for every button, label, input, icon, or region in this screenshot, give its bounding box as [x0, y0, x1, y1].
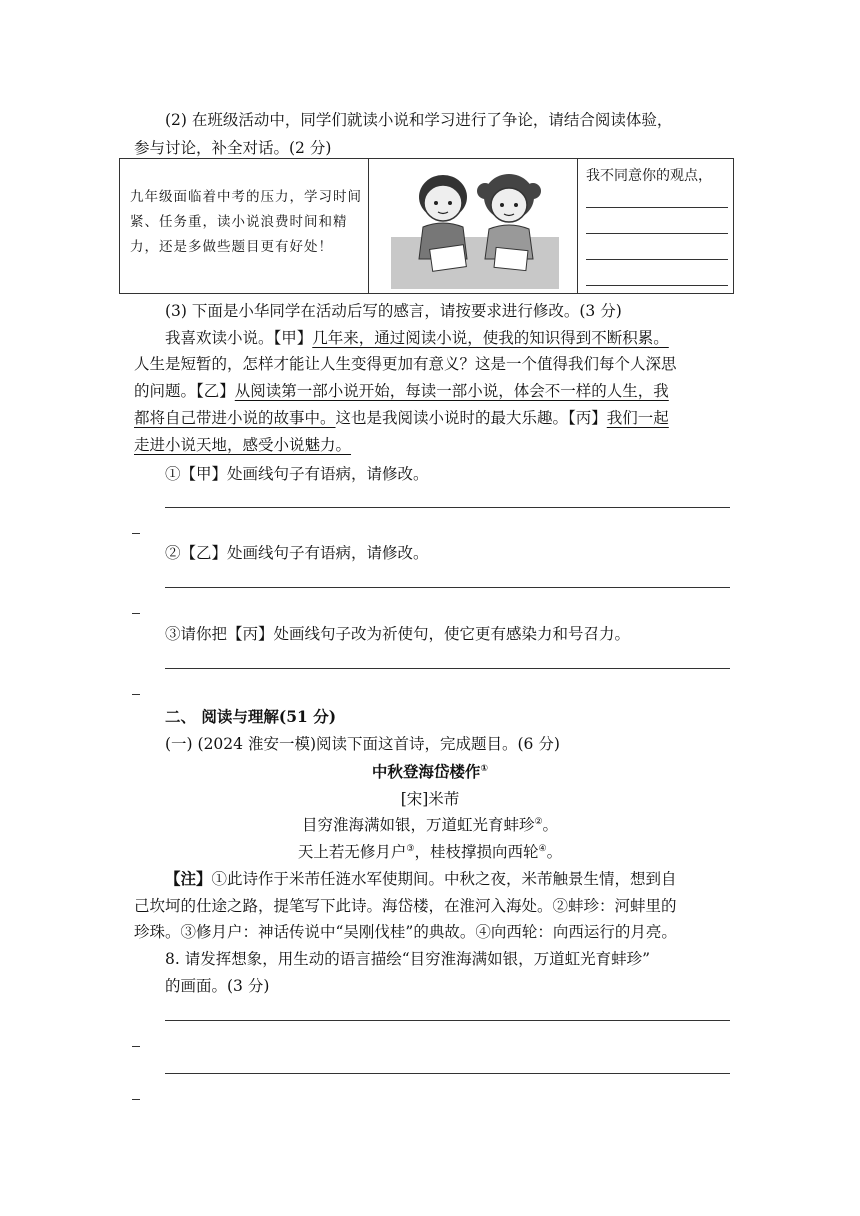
underlined-sentence-yi-2: 都将自己带进小说的故事中。: [134, 409, 336, 427]
poem-line2-end: 。: [546, 843, 563, 861]
answer-line[interactable]: [165, 1073, 730, 1074]
underlined-sentence-bing-1: 我们一起: [606, 409, 669, 427]
q3-p4b: 这也是我阅读小说时的最大乐趣。【丙】: [335, 409, 607, 427]
q3-p1a: 我喜欢读小说。【甲】: [165, 329, 313, 347]
poem-title-mark: ①: [480, 763, 489, 774]
q2-line1: (2) 在班级活动中，同学们就读小说和学习进行了争论，请结合阅读体验，: [165, 111, 673, 129]
dialogue-illustration-cell: [369, 159, 578, 293]
section2-heading: 二、 阅读与理解(51 分): [165, 707, 337, 726]
answer-line[interactable]: [165, 668, 730, 669]
poem-title: [0, 760, 860, 782]
underlined-sentence-yi-1: 从阅读第一部小说开始，每读一部小说，体会不一样的人生，我: [234, 382, 669, 400]
poem-line2-mark-b: ④: [538, 843, 547, 854]
dialogue-left-cell: [120, 159, 369, 293]
poem-line1-mark: ②: [534, 816, 543, 827]
poem-line1-end: 。: [542, 816, 559, 834]
answer-line-stub: [132, 613, 140, 614]
q3-para-line3: [134, 379, 669, 401]
section2-sub: (一) (2024 淮安一模)阅读下面这首诗，完成题目。(6 分): [165, 735, 560, 753]
answer-line-stub: [132, 533, 140, 534]
answer-line[interactable]: [165, 1020, 730, 1021]
answer-line[interactable]: [165, 507, 730, 508]
q3-sub3: ③请你把【丙】处画线句子改为祈使句，使它更有感染力和号召力。: [165, 625, 631, 643]
answer-line-stub: [132, 1046, 140, 1047]
q2-line2: 参与讨论，补全对话。(2 分): [134, 139, 332, 157]
q3-p3a: 的问题。【乙】: [134, 382, 235, 400]
answer-blank[interactable]: [586, 285, 728, 286]
poem-line2-text-a: 天上若无修月户: [297, 843, 407, 861]
q8-line2: 的画面。(3 分): [165, 977, 270, 995]
note-line3: 珍珠。③修月户：神话传说中“吴刚伐桂”的典故。④向西轮：向西运行的月亮。: [134, 923, 677, 941]
poem-author: [宋]米芾: [400, 790, 460, 808]
dialogue-left-text: 九年级面临着中考的压力，学习时间紧、任务重，读小说浪费时间和精力，还是多做些题目更有好处！: [130, 189, 362, 255]
poem-line2-mark-a: ③: [406, 843, 415, 854]
answer-blank[interactable]: [586, 233, 728, 234]
poem-line2: [0, 840, 860, 862]
dialogue-right-head: 我不同意你的观点，: [586, 168, 712, 184]
students-illustration: [391, 167, 559, 289]
q3-sub2: ②【乙】处画线句子有语病，请修改。: [165, 544, 429, 562]
answer-line[interactable]: [165, 587, 730, 588]
q8-line1: 8. 请发挥想象，用生动的语言描绘“目穷淮海满如银，万道虹光育蚌珍”: [165, 950, 651, 968]
q3-sub1: ①【甲】处画线句子有语病，请修改。: [165, 465, 429, 483]
q3-para-line5: [134, 433, 351, 455]
answer-line-stub: [132, 1099, 140, 1100]
q3-para-line4: [134, 406, 669, 428]
poem-title-text: 中秋登海岱楼作: [371, 763, 481, 781]
poem-line1: [0, 813, 860, 835]
answer-blank[interactable]: [586, 207, 728, 208]
poem-line2-text-b: ，桂枝撑损向西轮: [414, 843, 539, 861]
dialogue-table: [119, 158, 734, 294]
q3-para-line2: 人生是短暂的，怎样才能让人生变得更加有意义？这是一个值得我们每个人深思: [134, 355, 677, 373]
note-label: 【注】: [165, 869, 212, 888]
answer-line-stub: [132, 694, 140, 695]
answer-blank[interactable]: [586, 259, 728, 260]
q3-title: (3) 下面是小华同学在活动后写的感言，请按要求进行修改。(3 分): [165, 302, 622, 320]
dialogue-right-cell: [578, 159, 734, 293]
underlined-sentence-bing-2: 走进小说天地，感受小说魅力。: [134, 436, 352, 454]
poem-line1-text: 目穷淮海满如银，万道虹光育蚌珍: [301, 816, 535, 834]
note-line2: 己坎坷的仕途之路，提笔写下此诗。海岱楼，在淮河入海处。②蚌珍：河蚌里的: [134, 897, 677, 915]
note-l1: ①此诗作于米芾任涟水军使期间。中秋之夜，米芾触景生情，想到自: [211, 870, 677, 888]
note-line1: [165, 867, 677, 889]
underlined-sentence-jia: 几年来，通过阅读小说，使我的知识得到不断积累。: [312, 329, 669, 347]
q3-para-line1: [165, 326, 669, 348]
